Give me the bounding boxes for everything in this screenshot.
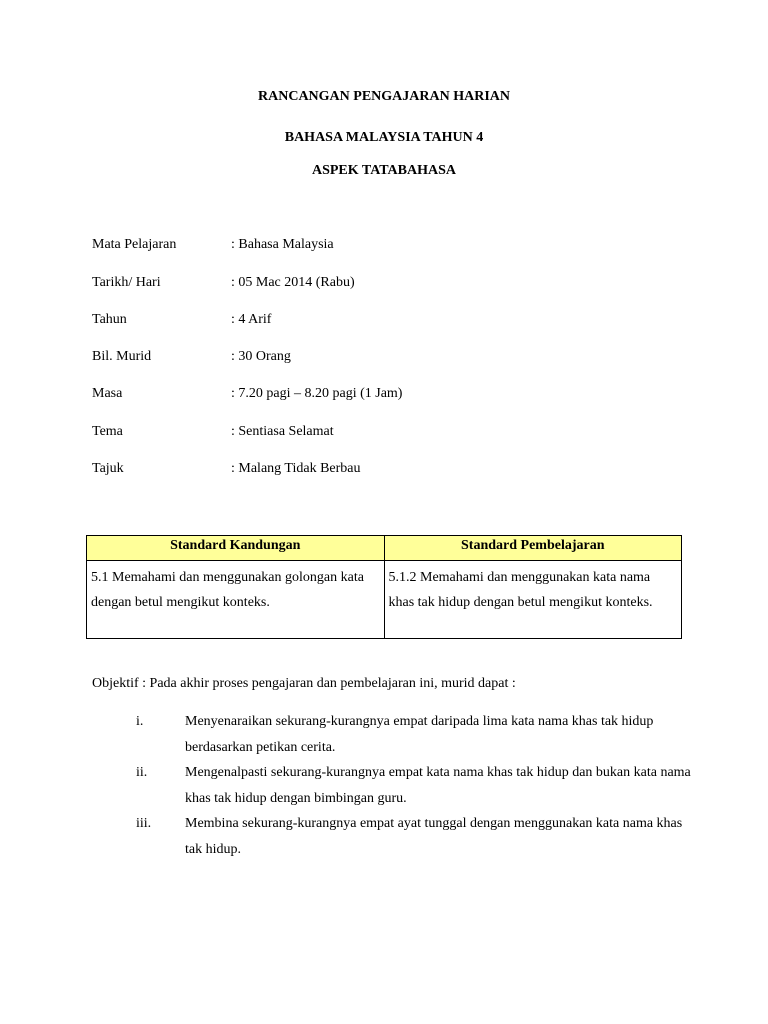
objective-intro: Objektif : Pada akhir proses pengajaran dan pembelajaran ini, murid dapat : <box>92 676 516 691</box>
info-label: Mata Pelajaran <box>92 237 177 252</box>
info-value: : 4 Arif <box>231 312 272 327</box>
info-value: : 7.20 pagi – 8.20 pagi (1 Jam) <box>231 386 403 401</box>
list-item <box>92 760 692 811</box>
cell-standard-pembelajaran: 5.1.2 Memahami dan menggunakan kata nama khas tak hidup dengan betul mengikut konteks. <box>384 561 682 639</box>
info-label: Tarikh/ Hari <box>92 275 161 290</box>
objective-list <box>92 709 692 862</box>
subject-title: BAHASA MALAYSIA TAHUN 4 <box>284 130 484 145</box>
info-value: : 05 Mac 2014 (Rabu) <box>231 275 355 290</box>
standards-table <box>86 535 682 639</box>
list-item <box>92 811 692 862</box>
table-row <box>87 561 682 639</box>
list-item-number: ii. <box>136 765 148 780</box>
info-value: : Bahasa Malaysia <box>231 237 334 252</box>
info-row-mata-pelajaran <box>92 237 692 257</box>
info-value: : Malang Tidak Berbau <box>231 461 361 476</box>
info-label: Bil. Murid <box>92 349 152 364</box>
info-row-tahun <box>92 312 692 332</box>
info-row-bil-murid <box>92 349 692 369</box>
cell-standard-kandungan: 5.1 Memahami dan menggunakan golongan kata dengan betul mengikut konteks. <box>87 561 385 639</box>
info-label: Tajuk <box>92 461 124 476</box>
list-item-text: Membina sekurang-kurangnya empat ayat tunggal dengan menggunakan kata nama khas tak hidup. <box>185 816 683 857</box>
info-row-tarikh <box>92 275 692 295</box>
info-label: Tema <box>92 424 123 439</box>
header-standard-pembelajaran: Standard Pembelajaran <box>384 536 682 561</box>
info-row-tajuk <box>92 461 692 481</box>
info-label: Tahun <box>92 312 127 327</box>
list-item-text: Menyenaraikan sekurang-kurangnya empat daripada lima kata nama khas tak hidup berdasarkan petikan cerita. <box>185 714 654 755</box>
list-item-text: Mengenalpasti sekurang-kurangnya empat kata nama khas tak hidup dan bukan kata nama khas tak hidup dengan bimbingan guru. <box>185 765 691 806</box>
info-row-tema <box>92 424 692 444</box>
list-item-number: iii. <box>136 816 152 831</box>
info-row-masa <box>92 386 692 406</box>
info-value: : Sentiasa Selamat <box>231 424 334 439</box>
aspect-title: ASPEK TATABAHASA <box>311 163 457 178</box>
info-value: : 30 Orang <box>231 349 291 364</box>
table-header-row <box>87 536 682 561</box>
header-standard-kandungan: Standard Kandungan <box>87 536 385 561</box>
list-item-number: i. <box>136 714 144 729</box>
info-label: Masa <box>92 386 123 401</box>
document-title: RANCANGAN PENGAJARAN HARIAN <box>258 89 510 104</box>
list-item <box>92 709 692 760</box>
